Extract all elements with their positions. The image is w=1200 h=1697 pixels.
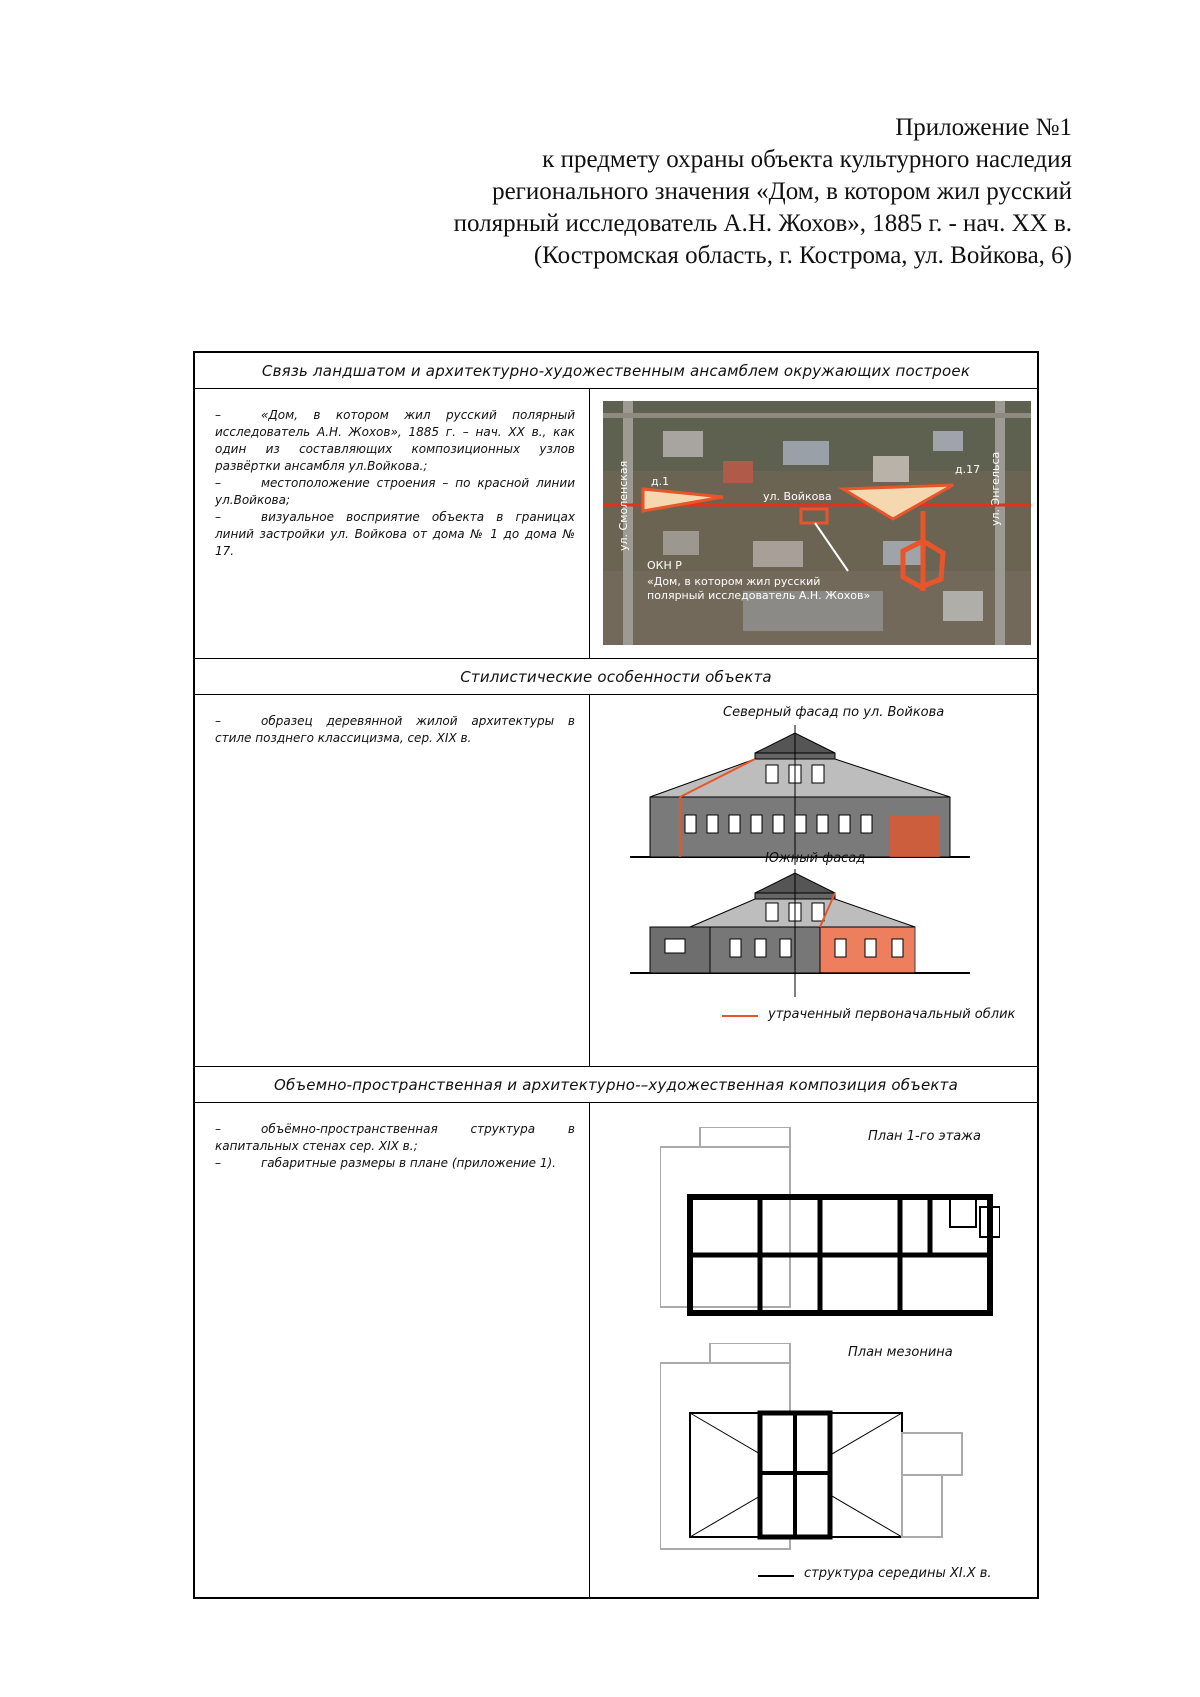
section2-row — [195, 695, 1037, 1067]
section1-item-2: – местоположение строения – по красной линии ул.Войкова; — [215, 476, 575, 507]
satellite-map — [603, 401, 1031, 645]
lost-appearance-legend-line — [722, 1013, 758, 1019]
structure-legend-line — [758, 1573, 794, 1579]
appendix-sheet — [193, 351, 1039, 1599]
south-facade-caption: Южный фасад — [765, 851, 866, 866]
section3-plans-cell — [590, 1103, 1037, 1599]
section3-item-2: – габаритные размеры в плане (приложение 1). — [215, 1156, 556, 1170]
map-street-left: ул. Смоленская — [617, 460, 630, 551]
map-street-right: ул. Энгельса — [989, 451, 1002, 526]
lost-appearance-legend: утраченный первоначальный облик — [768, 1007, 1016, 1022]
document-header — [272, 112, 1072, 272]
section2-title: Стилистические особенности объекта — [195, 659, 1037, 695]
section3-title: Объемно-пространственная и архитектурно-–художественная композиция объекта — [195, 1067, 1037, 1103]
map-okn-label-2: «Дом, в котором жил русский — [647, 575, 821, 588]
section2-text — [195, 695, 590, 1066]
section1-text — [195, 389, 590, 658]
section1-item-1: – «Дом, в котором жил русский полярный исследователь А.Н. Жохов», 1885 г. – нач. XX в., как один из составляющих композиционных узлов развёртки ансамбля ул.Войкова.; — [215, 408, 575, 473]
section3-row — [195, 1103, 1037, 1599]
south-facade-drawing — [630, 869, 970, 999]
map-house-17: д.17 — [955, 463, 981, 476]
mezzanine-plan — [660, 1343, 1000, 1563]
header-line-1: Приложение №1 — [895, 114, 1072, 141]
section1-title: Связь ландшатом и архитектурно-художественным ансамблем окружающих построек — [195, 353, 1037, 389]
north-facade-caption: Северный фасад по ул. Войкова — [723, 705, 945, 720]
section1-row — [195, 389, 1037, 659]
map-okn-label-1: ОКН Р — [647, 559, 682, 572]
structure-legend: структура середины XI.X в. — [804, 1566, 992, 1581]
header-line-4: полярный исследователь А.Н. Жохов», 1885 г. - нач. XX в. — [453, 210, 1072, 237]
north-facade-drawing — [630, 725, 970, 865]
plan2-caption: План мезонина — [848, 1345, 953, 1360]
section1-map-cell — [590, 389, 1037, 658]
section3-text — [195, 1103, 590, 1599]
map-okn-label-3: полярный исследователь А.Н. Жохов» — [647, 589, 871, 602]
section2-item-1: – образец деревянной жилой архитектуры в стиле позднего классицизма, сер. XIX в. — [215, 714, 575, 745]
plan1-caption: План 1-го этажа — [868, 1129, 981, 1144]
section2-facades-cell — [590, 695, 1037, 1066]
first-floor-plan — [660, 1127, 1000, 1327]
header-line-3: регионального значения «Дом, в котором жил русский — [492, 178, 1072, 205]
header-line-5: (Костромская область, г. Кострома, ул. Войкова, 6) — [533, 242, 1072, 269]
section3-item-1: – объёмно-пространственная структура в капитальных стенах сер. XIX в.; — [215, 1122, 575, 1153]
header-line-2: к предмету охраны объекта культурного наследия — [542, 146, 1072, 173]
map-house-1: д.1 — [651, 475, 670, 488]
map-street-mid: ул. Войкова — [763, 490, 832, 503]
section1-item-3: – визуальное восприятие объекта в границах линий застройки ул. Войкова от дома № 1 до дома № 17. — [215, 510, 575, 558]
